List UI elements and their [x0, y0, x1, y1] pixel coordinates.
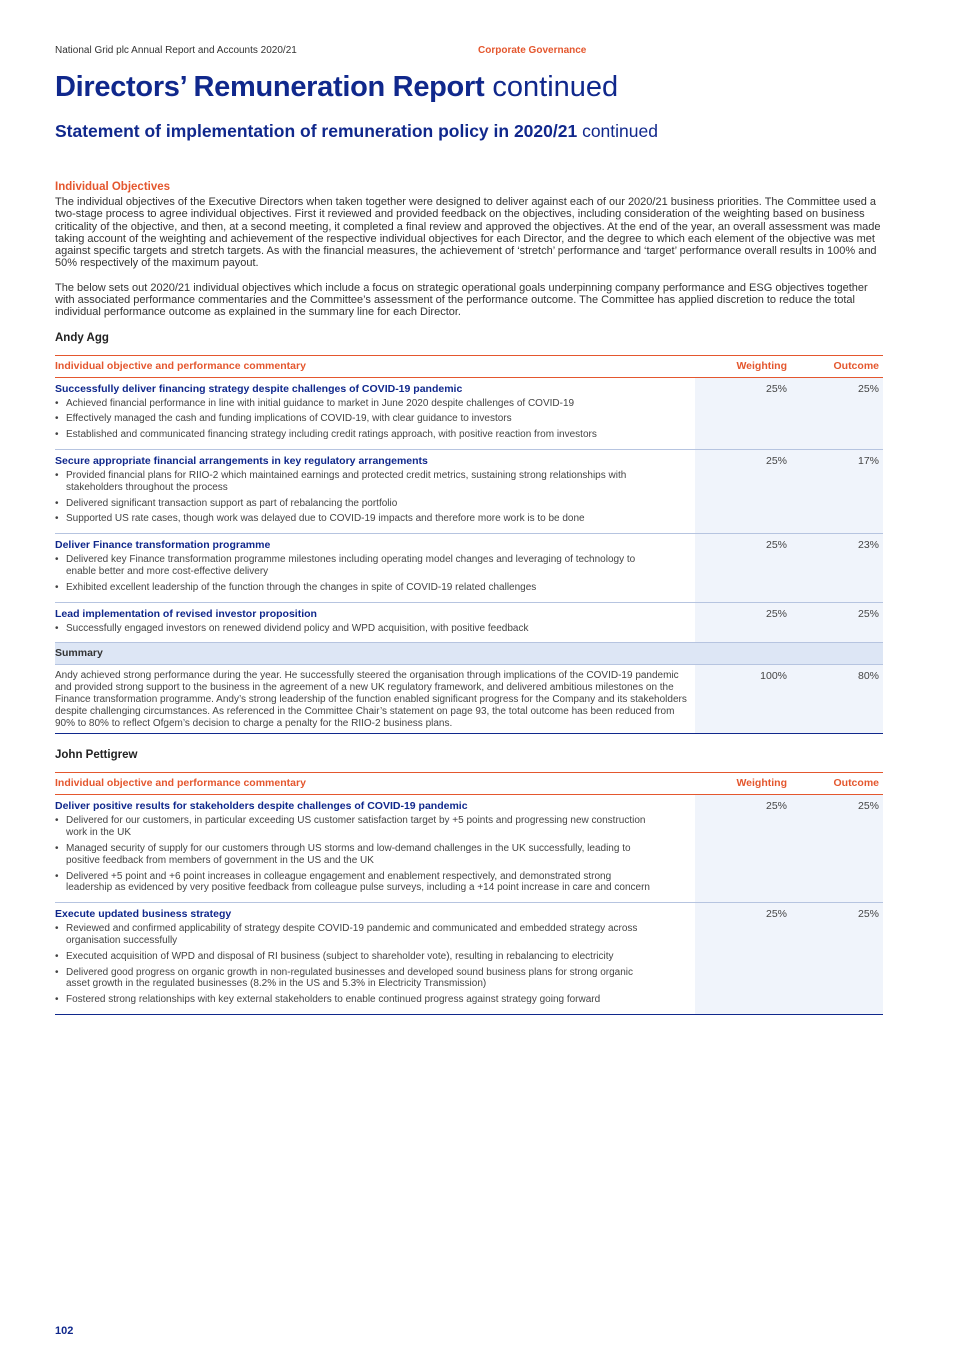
table-row	[55, 602, 883, 643]
weighting-value: 25%	[695, 903, 791, 1015]
summary-outcome: 80%	[791, 665, 883, 734]
summary-label: Summary	[55, 643, 695, 665]
report-title-header: National Grid plc Annual Report and Accounts 2020/21	[55, 45, 297, 56]
list-item: • Reviewed and confirmed applicability of strategy despite COVID-19 pandemic and communicated and embedded strategy across organisation successfully	[55, 923, 695, 947]
summary-header-row	[55, 643, 883, 665]
list-item: • Fostered strong relationships with key external stakeholders to enable continued progress against strategy going forward	[55, 994, 695, 1006]
objective-column-header: Individual objective and performance commentary	[55, 773, 695, 795]
list-item: • Exhibited excellent leadership of the function through the changes in spite of COVID-19 related challenges	[55, 582, 695, 594]
weighting-value: 25%	[695, 795, 791, 903]
objectives-table-andy	[55, 355, 883, 735]
outcome-value: 25%	[791, 602, 883, 643]
page-title-main: Directors’ Remuneration Report	[55, 71, 485, 103]
table-row	[55, 903, 883, 1015]
list-item: • Managed security of supply for our customers through US storms and low-demand challenges in the UK successfully, leading to positive feedback from members of government in the US and the UK	[55, 843, 695, 867]
intro-paragraph-1: The individual objectives of the Executive Directors when taken together were designed to deliver against each of our 2020/21 business priorities. The Committee used a two-stage process to agree individual objectives. First it reviewed and provided feedback on the objectives, including consideration of the weighting based on business criticality of the objective, and then, at a second meeting, it completed a final review and approved the objectives. At the end of the year, an overall assessment was made taking account of the weighting and achievement of the respective individual objectives for each Director, and the degree to which each element of the objective was met against specific targets and stretch targets. As with the financial measures, the achievement of ‘stretch’ performance and ‘target’ performance overall results in 100% and 50% respectively of the maximum payout.	[55, 196, 881, 270]
objective-title: Deliver positive results for stakeholders despite challenges of COVID-19 pandemic	[55, 800, 468, 813]
table-header-row	[55, 355, 883, 377]
list-item: • Executed acquisition of WPD and disposal of RI business (subject to shareholder vote), resulting in rebalancing to electricity	[55, 951, 695, 963]
objective-title: Secure appropriate financial arrangements in key regulatory arrangements	[55, 455, 428, 468]
page-subtitle-main: Statement of implementation of remuneration policy in 2020/21	[55, 121, 578, 141]
objective-title: Deliver Finance transformation programme	[55, 539, 271, 552]
table-row	[55, 377, 883, 449]
outcome-column-header: Outcome	[791, 773, 883, 795]
weighting-value: 25%	[695, 377, 791, 449]
list-item: • Effectively managed the cash and funding implications of COVID-19, with clear guidance to investors	[55, 413, 695, 425]
section-header: Corporate Governance	[478, 45, 587, 56]
intro-paragraph-2: The below sets out 2020/21 individual objectives which include a focus on strategic operational goals underpinning company performance and ESG objectives together with associated performance commentaries and the Committee’s assessment of the performance outcome. The Committee has applied discretion to reduce the total individual performance outcome as explained in the summary line for each Director.	[55, 281, 868, 319]
table-row	[55, 534, 883, 602]
outcome-value: 17%	[791, 450, 883, 534]
outcome-column-header: Outcome	[791, 355, 883, 377]
list-item: • Supported US rate cases, though work was delayed due to COVID-19 impacts and therefore more work is to be done	[55, 513, 695, 525]
director-name: Andy Agg	[55, 331, 109, 344]
page-subtitle	[55, 120, 658, 142]
table-row	[55, 450, 883, 534]
list-item: • Established and communicated financing strategy including credit ratings approach, with positive reaction from investors	[55, 429, 695, 441]
page-title-suffix: continued	[492, 71, 619, 103]
page-subtitle-suffix: continued	[582, 121, 658, 141]
table-row	[55, 795, 883, 903]
list-item: • Successfully engaged investors on renewed dividend policy and WPD acquisition, with positive feedback	[55, 623, 695, 635]
list-item: • Delivered +5 point and +6 point increases in colleague engagement and enablement respectively, and demonstrated strong leadership as evidenced by very positive feedback from colleague pulse surveys, including a +14 point increase in care and concern	[55, 871, 695, 895]
objective-column-header: Individual objective and performance commentary	[55, 355, 695, 377]
outcome-value: 25%	[791, 795, 883, 903]
page-number: 102	[55, 1325, 74, 1337]
objective-title: Successfully deliver financing strategy despite challenges of COVID-19 pandemic	[55, 382, 463, 395]
weighting-value: 25%	[695, 602, 791, 643]
section-heading: Individual Objectives	[55, 181, 171, 193]
list-item: • Provided financial plans for RIIO-2 which maintained earnings and protected credit metrics, sustaining strong relationships with stakeholders throughout the process	[55, 470, 695, 494]
list-item: • Delivered good progress on organic growth in non-regulated businesses and developed sound business plans for strong organic asset growth in the regulated businesses (8.2% in the US and 5.3% in Electricity Transmission)	[55, 967, 695, 991]
list-item: • Achieved financial performance in line with initial guidance to market in June 2020 despite challenges of COVID-19	[55, 398, 695, 410]
objective-title: Lead implementation of revised investor proposition	[55, 607, 317, 620]
main-content	[55, 180, 883, 1029]
outcome-value: 25%	[791, 377, 883, 449]
outcome-value: 23%	[791, 534, 883, 602]
weighting-column-header: Weighting	[695, 355, 791, 377]
summary-weighting: 100%	[695, 665, 791, 734]
objective-title: Execute updated business strategy	[55, 908, 232, 921]
list-item: • Delivered key Finance transformation programme milestones including operating model changes and leveraging of technology to enable better and more cost-effective delivery	[55, 554, 695, 578]
list-item: • Delivered for our customers, in particular exceeding US customer satisfaction target by +5 points and progressing new construction work in the UK	[55, 815, 695, 839]
summary-row	[55, 665, 883, 734]
weighting-value: 25%	[695, 450, 791, 534]
outcome-value: 25%	[791, 903, 883, 1015]
director-name: John Pettigrew	[55, 749, 138, 762]
weighting-value: 25%	[695, 534, 791, 602]
weighting-column-header: Weighting	[695, 773, 791, 795]
summary-text: Andy achieved strong performance during the year. He successfully steered the organisation through implications of the COVID-19 pandemic and provided strong support to the business in the agreement of a new UK regulatory framework, and delivered ambitious milestones on the Finance transformation programme. Andy’s strong leadership of the function enabled significant progress for the Company and its stakeholders despite challenging circumstances. As referenced in the Committee Chair’s statement on page 93, the total outcome has been reduced from 90% to 80% to reflect Ofgem’s decision to charge a penalty for the RIIO-2 business plans.	[55, 665, 695, 734]
list-item: • Delivered significant transaction support as part of rebalancing the portfolio	[55, 498, 695, 510]
table-header-row	[55, 773, 883, 795]
objectives-table-john	[55, 772, 883, 1015]
page-title	[55, 70, 618, 104]
